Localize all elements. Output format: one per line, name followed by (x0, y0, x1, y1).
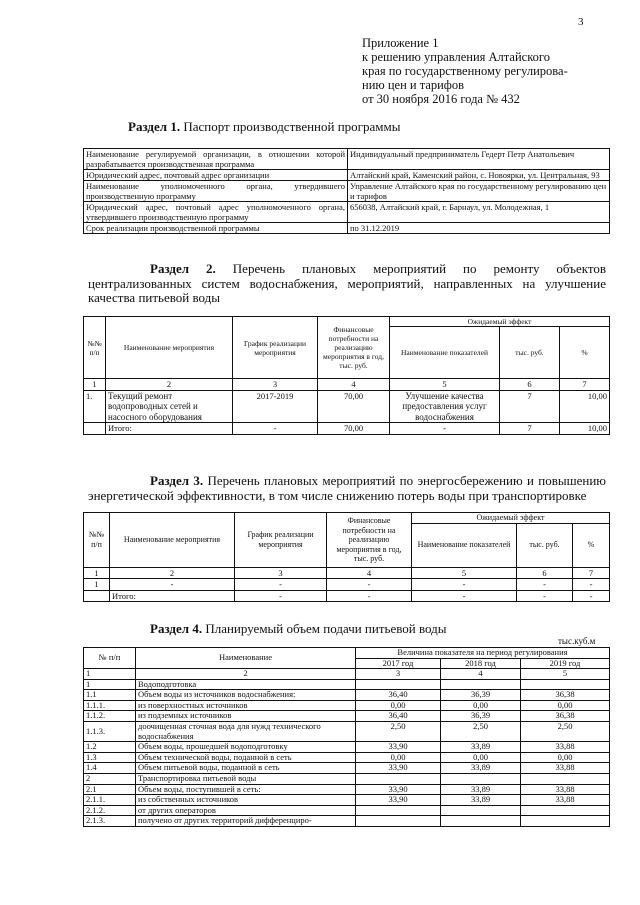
appendix-line: Приложение 1 (362, 36, 439, 50)
col-finance-header: Финансовые потребности на реализацию мероприятия в год, тыс. руб. (327, 513, 412, 568)
row-2017: 36,40 (356, 690, 441, 701)
row-name: Транспортировка питьевой воды (136, 773, 356, 784)
column-number-row (84, 567, 610, 579)
section3-heading (88, 474, 606, 503)
col-number: 7 (560, 379, 610, 391)
section4-label: Раздел 4. (150, 621, 203, 636)
col-period-header: Величина показателя на период регулирования (356, 648, 610, 659)
row-2019 (521, 679, 610, 690)
col-number: 2 (110, 567, 235, 579)
row-2018: 36,39 (441, 711, 521, 722)
total-schedule: - (233, 423, 318, 435)
row-2017: 33,90 (356, 784, 441, 795)
appendix-line: от 30 ноября 2016 года № 432 (362, 92, 520, 106)
row-2019 (521, 773, 610, 784)
row-num: 2.1.1. (84, 795, 136, 806)
row-percent: 10,00 (560, 390, 610, 423)
table-row (84, 170, 610, 181)
row-2018: 33,89 (441, 763, 521, 774)
row-name: из собственных источников (136, 795, 356, 806)
page-number: 3 (578, 16, 584, 28)
total-percent: 10,00 (560, 423, 610, 435)
row-schedule: - (235, 579, 327, 591)
water-supply-volume-table (83, 647, 610, 827)
row-2018: 36,39 (441, 690, 521, 701)
passport-key: Юридический адрес, почтовый адрес уполномоченного органа, утвердившего производственную программу (84, 202, 348, 223)
row-2017: 33,90 (356, 795, 441, 806)
total-percent: - (573, 590, 610, 602)
row-2019: 0,00 (521, 752, 610, 763)
passport-value: Управление Алтайского края по государственному регулированию цен и тарифов (348, 181, 610, 202)
row-num: 1.1.3. (84, 721, 136, 741)
col-number: 3 (235, 567, 327, 579)
row-2017: 36,40 (356, 711, 441, 722)
section1-title: Паспорт производственной программы (183, 119, 401, 134)
row-num: 1.2 (84, 742, 136, 753)
col-year-header: 2017 год (356, 658, 441, 669)
col-year-header: 2018 год (441, 658, 521, 669)
col-number: 4 (318, 379, 390, 391)
col-percent-header: % (573, 523, 610, 567)
col-number: 2 (136, 669, 356, 680)
col-schedule-header: График реализации мероприятия (235, 513, 327, 568)
row-2019: 2,50 (521, 721, 610, 741)
row-2019: 36,38 (521, 711, 610, 722)
row-2019: 36,38 (521, 690, 610, 701)
table-row (84, 181, 610, 202)
table-row (84, 711, 610, 722)
row-2019: 33,88 (521, 784, 610, 795)
passport-key: Наименование регулируемой организации, в отношении которой разрабатывается производственная программа (84, 149, 348, 170)
row-2018 (441, 816, 521, 827)
table-row (84, 816, 610, 827)
col-effect-header: Ожидаемый эффект (412, 513, 610, 524)
col-number: 7 (573, 567, 610, 579)
energy-measures-table (83, 512, 610, 602)
col-indicator-header: Наименование показателей (412, 523, 517, 567)
row-2019: 33,88 (521, 795, 610, 806)
row-name: Водоподготовка (136, 679, 356, 690)
col-finance-header: Финансовые потребности на реализацию мероприятия в год, тыс. руб. (318, 317, 390, 379)
col-name-header: Наименование мероприятия (106, 317, 233, 379)
section1-label: Раздел 1. (128, 119, 181, 134)
total-indicator: - (390, 423, 500, 435)
row-num: 1. (84, 390, 106, 423)
section4-title: Планируемый объем подачи питьевой воды (205, 621, 447, 636)
row-num: 1.1.1. (84, 700, 136, 711)
row-name: Объем технической воды, поданной в сеть (136, 752, 356, 763)
table-row (84, 700, 610, 711)
col-number: 3 (356, 669, 441, 680)
row-2019 (521, 816, 610, 827)
row-2017: 0,00 (356, 700, 441, 711)
row-2018: 33,89 (441, 784, 521, 795)
appendix-line: края по государственному регулирова- (362, 64, 568, 78)
row-2018: 33,89 (441, 742, 521, 753)
row-2017 (356, 679, 441, 690)
row-2018 (441, 805, 521, 816)
row-2019: 33,88 (521, 763, 610, 774)
col-number: 4 (327, 567, 412, 579)
row-name: Текущий ремонт водопроводных сетей и насосного оборудования (106, 390, 233, 423)
row-2017: 0,00 (356, 752, 441, 763)
section2-label: Раздел 2. (150, 261, 216, 276)
row-2017: 33,90 (356, 742, 441, 753)
volume-rows (84, 679, 610, 826)
table-row (84, 773, 610, 784)
passport-key: Срок реализации производственной программы (84, 223, 348, 234)
table-row (84, 390, 610, 423)
row-num: 2.1.3. (84, 816, 136, 827)
total-finance: 70,00 (318, 423, 390, 435)
repair-measures-table (83, 316, 610, 435)
row-2017: 33,90 (356, 763, 441, 774)
passport-key: Наименование уполномоченного органа, утвердившего производственную программу (84, 181, 348, 202)
total-schedule: - (235, 590, 327, 602)
col-number: 6 (500, 379, 560, 391)
section1-heading (128, 120, 588, 135)
column-number-row (84, 379, 610, 391)
col-num-header: №№ п/п (84, 317, 106, 379)
row-name: от других операторов (136, 805, 356, 816)
col-number: 3 (233, 379, 318, 391)
row-num: 1 (84, 679, 136, 690)
row-finance: - (327, 579, 412, 591)
table-row (84, 795, 610, 806)
column-number-row (84, 669, 610, 680)
table-row (84, 805, 610, 816)
passport-value: Алтайский край, Каменский район, с. Новоярки, ул. Центральная, 93 (348, 170, 610, 181)
row-indicator: - (412, 579, 517, 591)
row-2017 (356, 805, 441, 816)
row-num: 1 (84, 579, 110, 591)
row-indicator: Улучшение качества предоставления услуг водоснабжения (390, 390, 500, 423)
row-name: - (110, 579, 235, 591)
row-thousand: - (517, 579, 573, 591)
col-number: 2 (106, 379, 233, 391)
table-row (84, 752, 610, 763)
col-thousand-header: тыс. руб. (500, 327, 560, 379)
row-2019: 33,88 (521, 742, 610, 753)
row-name: из поверхностных источников (136, 700, 356, 711)
row-num: 2.1 (84, 784, 136, 795)
col-indicator-header: Наименование показателей (390, 327, 500, 379)
col-thousand-header: тыс. руб. (517, 523, 573, 567)
total-indicator: - (412, 590, 517, 602)
row-name: Объем воды, поступившей в сеть: (136, 784, 356, 795)
passport-table (83, 148, 610, 234)
section2-heading (88, 262, 606, 306)
col-name-header: Наименование мероприятия (110, 513, 235, 568)
col-number: 4 (441, 669, 521, 680)
col-number: 1 (84, 669, 136, 680)
row-2018: 2,50 (441, 721, 521, 741)
row-num: 1.1.2. (84, 711, 136, 722)
appendix-line: к решению управления Алтайского (362, 50, 550, 64)
col-effect-header: Ожидаемый эффект (390, 317, 610, 327)
table-row (84, 679, 610, 690)
row-name: Объем воды из источников водоснабжения: (136, 690, 356, 701)
total-finance: - (327, 590, 412, 602)
row-name: из подземных источников (136, 711, 356, 722)
col-year-header: 2019 год (521, 658, 610, 669)
table-row (84, 721, 610, 741)
col-schedule-header: График реализации мероприятия (233, 317, 318, 379)
row-thousand: 7 (500, 390, 560, 423)
col-number: 6 (517, 567, 573, 579)
table-row (84, 149, 610, 170)
row-2017 (356, 773, 441, 784)
section3-label: Раздел 3. (150, 473, 204, 488)
col-number: 5 (390, 379, 500, 391)
total-thousand: - (517, 590, 573, 602)
row-name: Объем воды, прошедшей водоподготовку (136, 742, 356, 753)
row-name: получено от других территорий дифференциро- (136, 816, 356, 827)
row-2019 (521, 805, 610, 816)
row-num: 2 (84, 773, 136, 784)
row-2019: 0,00 (521, 700, 610, 711)
row-2017: 2,50 (356, 721, 441, 741)
col-number: 5 (412, 567, 517, 579)
section3-title: Перечень плановых мероприятий по энергосбережению и повышению энергетической эффективности, в том числе снижению потерь воды при транспортировке (88, 473, 606, 503)
row-num: 1.3 (84, 752, 136, 763)
row-name: Объем питьевой воды, поданной в сеть (136, 763, 356, 774)
table-row (84, 742, 610, 753)
table-row (84, 763, 610, 774)
total-thousand: 7 (500, 423, 560, 435)
total-row (84, 423, 610, 435)
col-number: 1 (84, 567, 110, 579)
row-2018 (441, 773, 521, 784)
table-row (84, 579, 610, 591)
passport-key: Юридический адрес, почтовый адрес организации (84, 170, 348, 181)
passport-value: 656038, Алтайский край, г. Барнаул, ул. Молодежная, 1 (348, 202, 610, 223)
row-2018 (441, 679, 521, 690)
row-num: 1.1 (84, 690, 136, 701)
row-2017 (356, 816, 441, 827)
col-number: 1 (84, 379, 106, 391)
total-label: Итого: (110, 590, 235, 602)
passport-value: Индивидуальный предприниматель Гедерт Петр Анатольевич (348, 149, 610, 170)
table-row (84, 202, 610, 223)
appendix-line: нию цен и тарифов (362, 78, 465, 92)
table-row (84, 223, 610, 234)
col-percent-header: % (560, 327, 610, 379)
passport-value: по 31.12.2019 (348, 223, 610, 234)
row-num: 2.1.2. (84, 805, 136, 816)
row-schedule: 2017-2019 (233, 390, 318, 423)
row-2018: 0,00 (441, 752, 521, 763)
col-num-header: № п/п (84, 648, 136, 669)
col-number: 5 (521, 669, 610, 680)
row-finance: 70,00 (318, 390, 390, 423)
col-num-header: №№ п/п (84, 513, 110, 568)
table-row (84, 690, 610, 701)
row-name: доочищенная сточная вода для нужд технического водоснабжения (136, 721, 356, 741)
section2-title: Перечень плановых мероприятий по ремонту объектов централизованных систем водоснабжения, мероприятий, направленных на улучшение качества питьевой воды (88, 261, 607, 305)
total-row (84, 590, 610, 602)
col-name-header: Наименование (136, 648, 356, 669)
row-percent: - (573, 579, 610, 591)
section4-heading (150, 622, 550, 637)
total-label: Итого: (106, 423, 233, 435)
unit-label: тыс.куб.м (558, 636, 596, 646)
row-num: 1.4 (84, 763, 136, 774)
appendix-header (362, 36, 568, 106)
row-2018: 33,89 (441, 795, 521, 806)
row-2018: 0,00 (441, 700, 521, 711)
table-row (84, 784, 610, 795)
